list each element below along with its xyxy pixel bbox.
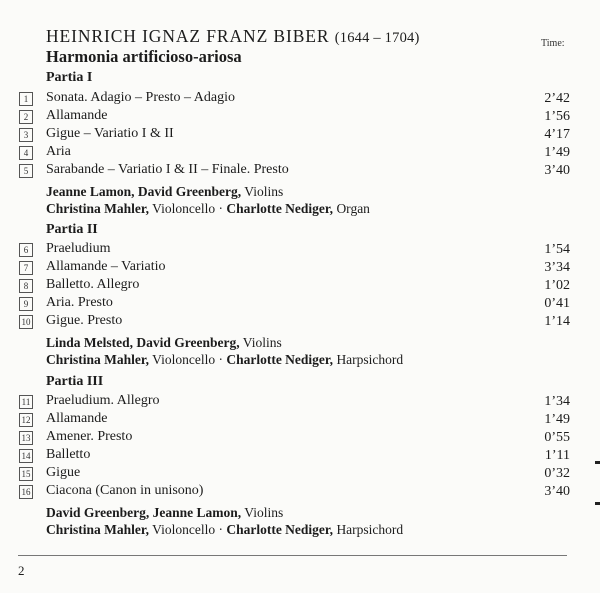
track-number-box: 5 <box>19 164 33 178</box>
track-title: Allamande <box>46 108 108 123</box>
track-time: 1’56 <box>544 109 570 124</box>
keyboard-name: Charlotte Nediger, <box>226 522 334 537</box>
track-number-box: 1 <box>19 92 33 106</box>
track-row <box>0 108 600 126</box>
track-row <box>0 144 600 162</box>
scan-edge-mark <box>595 502 600 505</box>
track-number-box: 11 <box>19 395 33 409</box>
performers-violins <box>46 335 282 351</box>
track-row <box>0 162 600 180</box>
track-title: Amener. Presto <box>46 429 133 444</box>
track-title: Sarabande – Variatio I & II – Finale. Presto <box>46 162 289 177</box>
track-time: 1’54 <box>544 242 570 257</box>
track-row <box>0 411 600 429</box>
track-time: 0’55 <box>544 430 570 445</box>
track-title: Ciacona (Canon in unisono) <box>46 483 204 498</box>
track-title: Aria <box>46 144 71 159</box>
track-number-box: 12 <box>19 413 33 427</box>
performer-names: Jeanne Lamon, David Greenberg, <box>46 184 242 199</box>
keyboard-role: Organ <box>333 201 370 216</box>
partia-heading: Partia I <box>46 70 93 85</box>
track-time: 0’41 <box>544 296 570 311</box>
track-title: Allamande <box>46 411 108 426</box>
track-time: 1’02 <box>544 278 570 293</box>
performer-names: Linda Melsted, David Greenberg, <box>46 335 240 350</box>
track-row <box>0 313 600 331</box>
performers-violins <box>46 505 283 521</box>
track-title: Gigue <box>46 465 81 480</box>
track-title: Praeludium. Allegro <box>46 393 160 408</box>
track-time: 4’17 <box>544 127 570 142</box>
performers-violins <box>46 184 283 200</box>
time-column-label: Time: <box>541 38 565 49</box>
track-row <box>0 90 600 108</box>
track-number-box: 10 <box>19 315 33 329</box>
track-row <box>0 429 600 447</box>
keyboard-role: Harpsichord <box>333 522 404 537</box>
composer-name: HEINRICH IGNAZ FRANZ BIBER <box>46 26 330 46</box>
track-row <box>0 447 600 465</box>
scan-edge-mark <box>595 461 600 464</box>
track-title: Praeludium <box>46 241 111 256</box>
track-row <box>0 465 600 483</box>
performer-role: Violins <box>241 184 284 199</box>
performers-continuo <box>46 522 403 538</box>
performer-role: Violins <box>241 505 284 520</box>
track-row <box>0 393 600 411</box>
keyboard-role: Harpsichord <box>333 352 404 367</box>
track-time: 1’34 <box>544 394 570 409</box>
track-title: Balletto. Allegro <box>46 277 140 292</box>
track-time: 3’34 <box>544 260 570 275</box>
track-number-box: 8 <box>19 279 33 293</box>
performers-continuo <box>46 352 403 368</box>
performer-role: Violins <box>239 335 282 350</box>
track-time: 2’42 <box>544 91 570 106</box>
track-title: Aria. Presto <box>46 295 113 310</box>
track-title: Sonata. Adagio – Presto – Adagio <box>46 90 235 105</box>
track-number-box: 9 <box>19 297 33 311</box>
footer-divider <box>18 555 567 556</box>
track-number-box: 2 <box>19 110 33 124</box>
partia-heading: Partia II <box>46 222 98 237</box>
track-time: 3’40 <box>544 163 570 178</box>
cello-name: Christina Mahler, <box>46 352 150 367</box>
partia-heading: Partia III <box>46 374 104 389</box>
page-number: 2 <box>18 563 25 578</box>
performers-continuo <box>46 201 370 217</box>
track-number-box: 15 <box>19 467 33 481</box>
track-number-box: 3 <box>19 128 33 142</box>
keyboard-name: Charlotte Nediger, <box>226 201 334 216</box>
track-row <box>0 277 600 295</box>
track-number-box: 7 <box>19 261 33 275</box>
track-time: 1’14 <box>544 314 570 329</box>
cello-name: Christina Mahler, <box>46 201 150 216</box>
track-title: Gigue. Presto <box>46 313 123 328</box>
track-row <box>0 295 600 313</box>
cello-name: Christina Mahler, <box>46 522 150 537</box>
performer-names: David Greenberg, Jeanne Lamon, <box>46 505 242 520</box>
track-number-box: 13 <box>19 431 33 445</box>
track-row <box>0 241 600 259</box>
track-number-box: 6 <box>19 243 33 257</box>
track-number-box: 14 <box>19 449 33 463</box>
track-time: 1’49 <box>544 145 570 160</box>
track-time: 1’11 <box>544 448 570 463</box>
work-title: Harmonia artificioso-ariosa <box>46 47 242 66</box>
track-row <box>0 483 600 501</box>
track-time: 3’40 <box>544 484 570 499</box>
track-number-box: 16 <box>19 485 33 499</box>
cello-role: Violoncello · <box>149 201 227 216</box>
track-title: Balletto <box>46 447 91 462</box>
cello-role: Violoncello · <box>149 352 227 367</box>
track-row <box>0 126 600 144</box>
track-number-box: 4 <box>19 146 33 160</box>
composer-heading <box>46 26 420 47</box>
track-title: Allamande – Variatio <box>46 259 166 274</box>
track-time: 0’32 <box>544 466 570 481</box>
keyboard-name: Charlotte Nediger, <box>226 352 334 367</box>
track-title: Gigue – Variatio I & II <box>46 126 174 141</box>
composer-dates: (1644 – 1704) <box>334 30 420 46</box>
track-row <box>0 259 600 277</box>
track-time: 1’49 <box>544 412 570 427</box>
cello-role: Violoncello · <box>149 522 227 537</box>
